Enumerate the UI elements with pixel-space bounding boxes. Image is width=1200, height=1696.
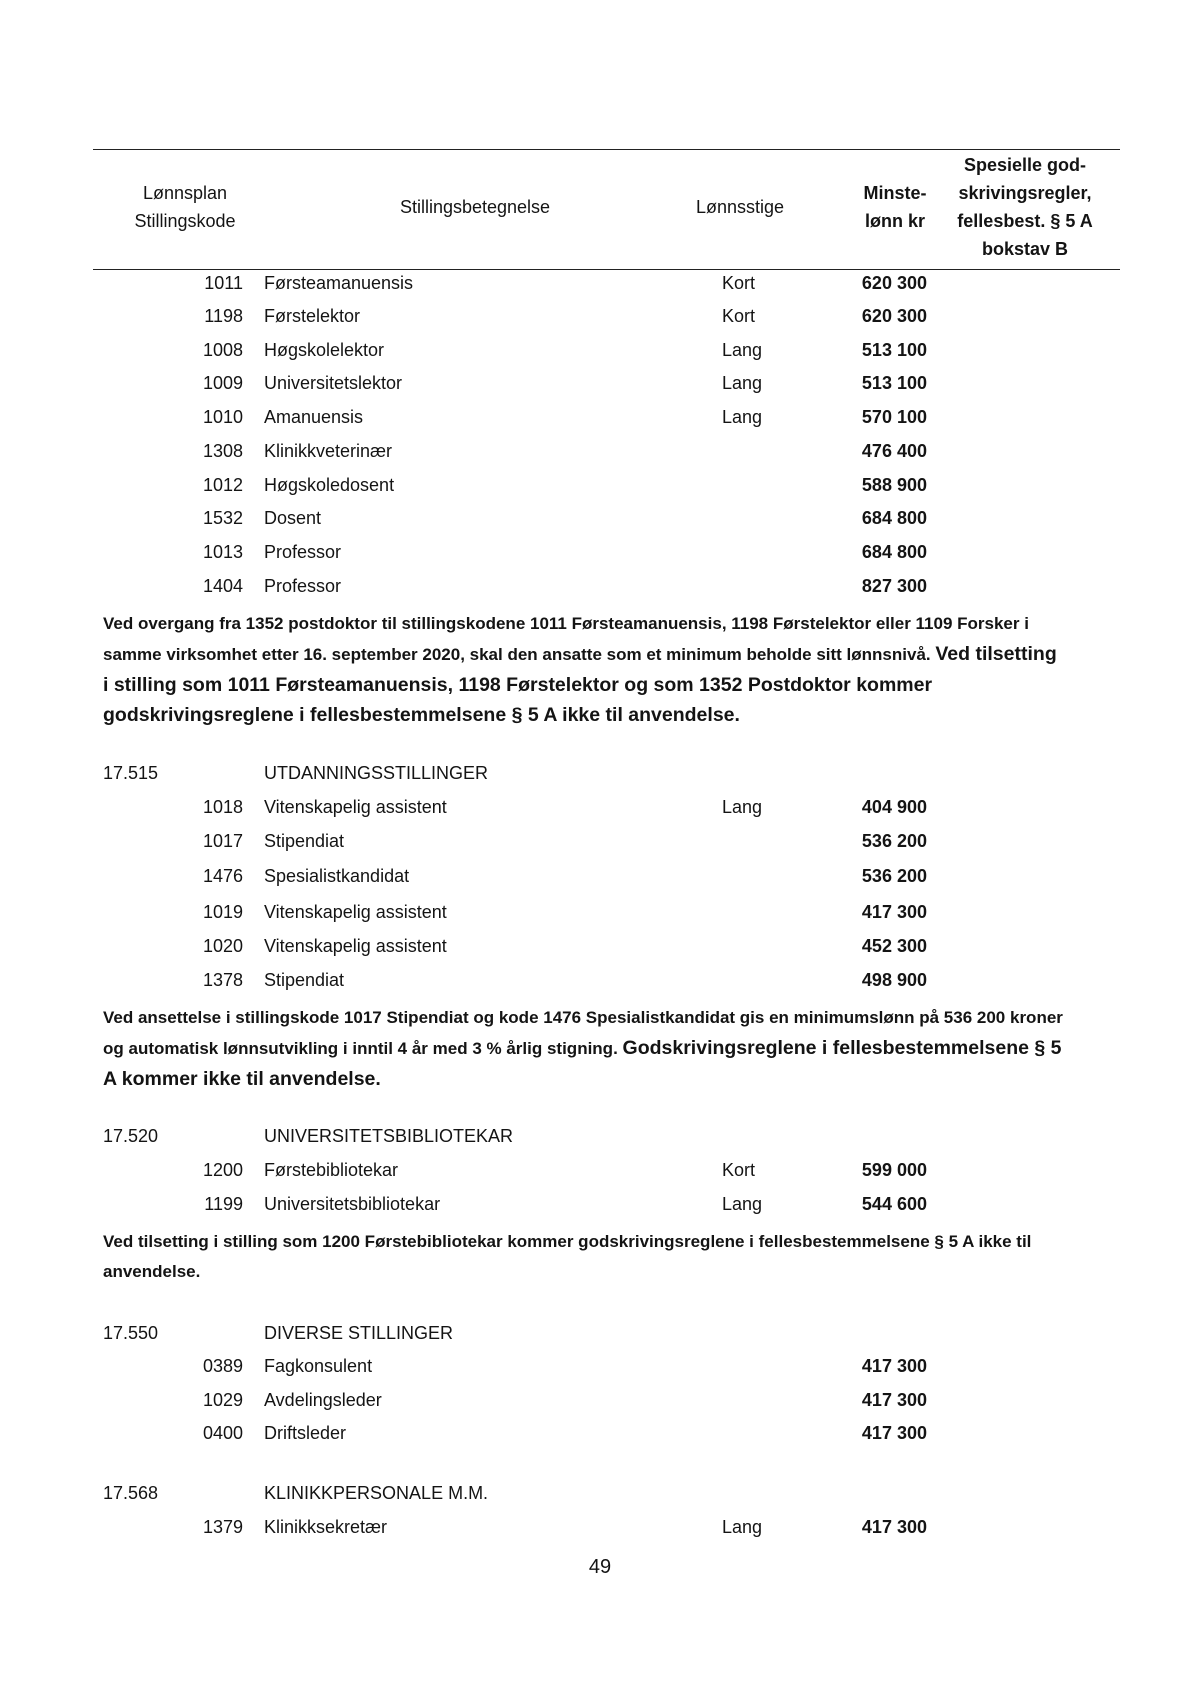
section-heading bbox=[0, 1478, 1200, 1508]
row-name: Stipendiat bbox=[264, 831, 345, 851]
row-name: Klinikkveterinær bbox=[264, 441, 393, 461]
table-row bbox=[0, 897, 1200, 927]
header-stillingsbetegnelse: Stillingsbetegnelse bbox=[399, 197, 551, 217]
row-lonn: 513 100 bbox=[861, 373, 927, 393]
note-text: og automatisk lønnsutvikling i inntil 4 år med 3 % årlig stigning. bbox=[103, 1039, 618, 1058]
row-code: 1029 bbox=[202, 1390, 243, 1410]
section-heading bbox=[0, 1121, 1200, 1151]
table-row bbox=[0, 470, 1200, 500]
row-code: 1476 bbox=[202, 866, 243, 886]
row-name: Amanuensis bbox=[264, 407, 364, 427]
row-name: Professor bbox=[264, 576, 342, 596]
row-name: Universitetsbibliotekar bbox=[264, 1194, 441, 1214]
row-lonn: 827 300 bbox=[861, 576, 927, 596]
table-row bbox=[0, 1189, 1200, 1219]
header-minstelonn-line1: Minste- bbox=[863, 183, 927, 203]
table-row bbox=[0, 826, 1200, 856]
row-code: 1017 bbox=[202, 831, 243, 851]
row-stige: Lang bbox=[722, 373, 763, 393]
row-stige: Lang bbox=[722, 1517, 763, 1537]
row-lonn: 684 800 bbox=[861, 542, 927, 562]
row-code: 1532 bbox=[202, 508, 243, 528]
row-name: Stipendiat bbox=[264, 970, 345, 990]
row-lonn: 620 300 bbox=[861, 273, 927, 293]
page-number: 49 bbox=[588, 1556, 612, 1578]
header-minstelonn-line2: lønn kr bbox=[864, 211, 925, 231]
section-number: 17.515 bbox=[103, 763, 159, 783]
table-row bbox=[0, 301, 1200, 331]
note-line: Ved overgang fra 1352 postdoktor til stillingskodene 1011 Førsteamanuensis, 1198 Førstelektor eller 1109 Forsker i bbox=[103, 614, 1029, 633]
table-row bbox=[0, 335, 1200, 365]
table-row bbox=[0, 1351, 1200, 1381]
note-line-large: i stilling som 1011 Førsteamanuensis, 1198 Førstelektor og som 1352 Postdoktor kommer bbox=[103, 674, 933, 696]
header-lonnsstige: Lønnsstige bbox=[695, 197, 785, 217]
section-title: KLINIKKPERSONALE M.M. bbox=[264, 1483, 489, 1503]
header-lonnsplan bbox=[110, 179, 260, 235]
row-code: 1379 bbox=[202, 1517, 243, 1537]
row-name: Klinikksekretær bbox=[264, 1517, 388, 1537]
table-row bbox=[0, 503, 1200, 533]
row-code: 1200 bbox=[202, 1160, 243, 1180]
row-code: 1009 bbox=[202, 373, 243, 393]
row-code: 1011 bbox=[204, 273, 243, 293]
row-lonn: 599 000 bbox=[861, 1160, 927, 1180]
section-title: DIVERSE STILLINGER bbox=[264, 1323, 454, 1343]
section-title: UNIVERSITETSBIBLIOTEKAR bbox=[264, 1126, 514, 1146]
row-code: 1020 bbox=[202, 936, 243, 956]
row-code: 0389 bbox=[202, 1356, 243, 1376]
row-lonn: 476 400 bbox=[861, 441, 927, 461]
note-text: samme virksomhet etter 16. september 2020, skal den ansatte som et minimum beholde sitt lønnsnivå. bbox=[103, 645, 931, 664]
row-lonn: 544 600 bbox=[861, 1194, 927, 1214]
section-number: 17.568 bbox=[103, 1483, 159, 1503]
row-stige: Lang bbox=[722, 340, 763, 360]
row-lonn: 404 900 bbox=[861, 797, 927, 817]
table-row bbox=[0, 792, 1200, 822]
table-row bbox=[0, 931, 1200, 961]
table-row bbox=[0, 368, 1200, 398]
note-line: Ved ansettelse i stillingskode 1017 Stipendiat og kode 1476 Spesialistkandidat gis en minimumslønn på 536 200 kroner bbox=[103, 1008, 1063, 1027]
row-name: Dosent bbox=[264, 508, 322, 528]
row-code: 1378 bbox=[202, 970, 243, 990]
row-lonn: 536 200 bbox=[861, 831, 927, 851]
row-lonn: 498 900 bbox=[861, 970, 927, 990]
row-code: 1308 bbox=[202, 441, 243, 461]
table-row bbox=[0, 402, 1200, 432]
header-spes-line2: skrivingsregler, bbox=[958, 183, 1092, 203]
row-lonn: 513 100 bbox=[861, 340, 927, 360]
row-stige: Lang bbox=[722, 407, 763, 427]
table-row bbox=[0, 1512, 1200, 1542]
header-top-rule bbox=[93, 149, 1120, 150]
note-line bbox=[103, 1033, 1113, 1064]
note-line-large: A kommer ikke til anvendelse. bbox=[103, 1068, 381, 1090]
table-row bbox=[0, 436, 1200, 466]
note-line: Ved tilsetting i stilling som 1200 Førstebibliotekar kommer godskrivingsreglene i fellesbestemmelsene § 5 A ikke til bbox=[103, 1232, 1032, 1251]
row-lonn: 684 800 bbox=[861, 508, 927, 528]
row-lonn: 417 300 bbox=[861, 1517, 927, 1537]
row-stige: Kort bbox=[722, 306, 756, 326]
row-stige: Lang bbox=[722, 797, 763, 817]
row-stige: Kort bbox=[722, 273, 756, 293]
row-lonn: 620 300 bbox=[861, 306, 927, 326]
row-name: Førstebibliotekar bbox=[264, 1160, 399, 1180]
row-name: Vitenskapelig assistent bbox=[264, 797, 447, 817]
row-name: Vitenskapelig assistent bbox=[264, 936, 447, 956]
row-lonn: 417 300 bbox=[861, 1356, 927, 1376]
section-number: 17.550 bbox=[103, 1323, 159, 1343]
section-title: UTDANNINGSSTILLINGER bbox=[264, 763, 489, 783]
row-stige: Lang bbox=[722, 1194, 763, 1214]
header-minstelonn bbox=[840, 179, 950, 235]
row-name: Driftsleder bbox=[264, 1423, 347, 1443]
row-lonn: 417 300 bbox=[861, 1423, 927, 1443]
note-line bbox=[103, 639, 1113, 670]
row-stige: Kort bbox=[722, 1160, 756, 1180]
row-lonn: 570 100 bbox=[861, 407, 927, 427]
row-lonn: 588 900 bbox=[861, 475, 927, 495]
row-code: 1404 bbox=[202, 576, 243, 596]
row-lonn: 417 300 bbox=[861, 1390, 927, 1410]
header-spes-line4: bokstav B bbox=[981, 239, 1069, 259]
table-row bbox=[0, 1418, 1200, 1448]
row-name: Spesialistkandidat bbox=[264, 866, 410, 886]
row-code: 1008 bbox=[202, 340, 243, 360]
row-code: 1198 bbox=[204, 306, 243, 326]
row-name: Førstelektor bbox=[264, 306, 361, 326]
row-name: Høgskolelektor bbox=[264, 340, 385, 360]
row-code: 1018 bbox=[202, 797, 243, 817]
note-line: anvendelse. bbox=[103, 1262, 201, 1281]
section-heading bbox=[0, 758, 1200, 788]
row-code: 1199 bbox=[204, 1194, 243, 1214]
row-name: Høgskoledosent bbox=[264, 475, 395, 495]
row-lonn: 536 200 bbox=[861, 866, 927, 886]
header-lonnsplan-line1: Lønnsplan bbox=[142, 183, 228, 203]
header-spes-line1: Spesielle god- bbox=[963, 155, 1087, 175]
table-row bbox=[0, 268, 1200, 298]
section-number: 17.520 bbox=[103, 1126, 159, 1146]
table-row bbox=[0, 1155, 1200, 1185]
section-heading bbox=[0, 1318, 1200, 1348]
row-name: Universitetslektor bbox=[264, 373, 403, 393]
row-name: Vitenskapelig assistent bbox=[264, 902, 447, 922]
table-row bbox=[0, 571, 1200, 601]
header-spes-line3: fellesbest. § 5 A bbox=[957, 211, 1093, 231]
table-row bbox=[0, 965, 1200, 995]
table-row bbox=[0, 861, 1200, 891]
sec515-note bbox=[103, 1003, 1113, 1094]
row-code: 1019 bbox=[202, 902, 243, 922]
row-name: Avdelingsleder bbox=[264, 1390, 382, 1410]
header-spesielle-regler bbox=[940, 151, 1110, 263]
row-code: 1013 bbox=[202, 542, 243, 562]
note-text-large: Godskrivingsreglene i fellesbestemmelsene § 5 bbox=[622, 1037, 1062, 1059]
sec520-note bbox=[103, 1227, 1113, 1287]
table-row bbox=[0, 537, 1200, 567]
row-lonn: 452 300 bbox=[861, 936, 927, 956]
row-code: 1010 bbox=[202, 407, 243, 427]
row-name: Førsteamanuensis bbox=[264, 273, 414, 293]
table-row bbox=[0, 1385, 1200, 1415]
row-lonn: 417 300 bbox=[861, 902, 927, 922]
table1-note bbox=[103, 609, 1113, 730]
row-name: Professor bbox=[264, 542, 342, 562]
row-code: 1012 bbox=[202, 475, 243, 495]
note-line-large: godskrivingsreglene i fellesbestemmelsene § 5 A ikke til anvendelse. bbox=[103, 704, 740, 726]
header-lonnsplan-line2: Stillingskode bbox=[134, 211, 236, 231]
note-text-large: Ved tilsetting bbox=[935, 643, 1057, 665]
row-code: 0400 bbox=[202, 1423, 243, 1443]
row-name: Fagkonsulent bbox=[264, 1356, 373, 1376]
